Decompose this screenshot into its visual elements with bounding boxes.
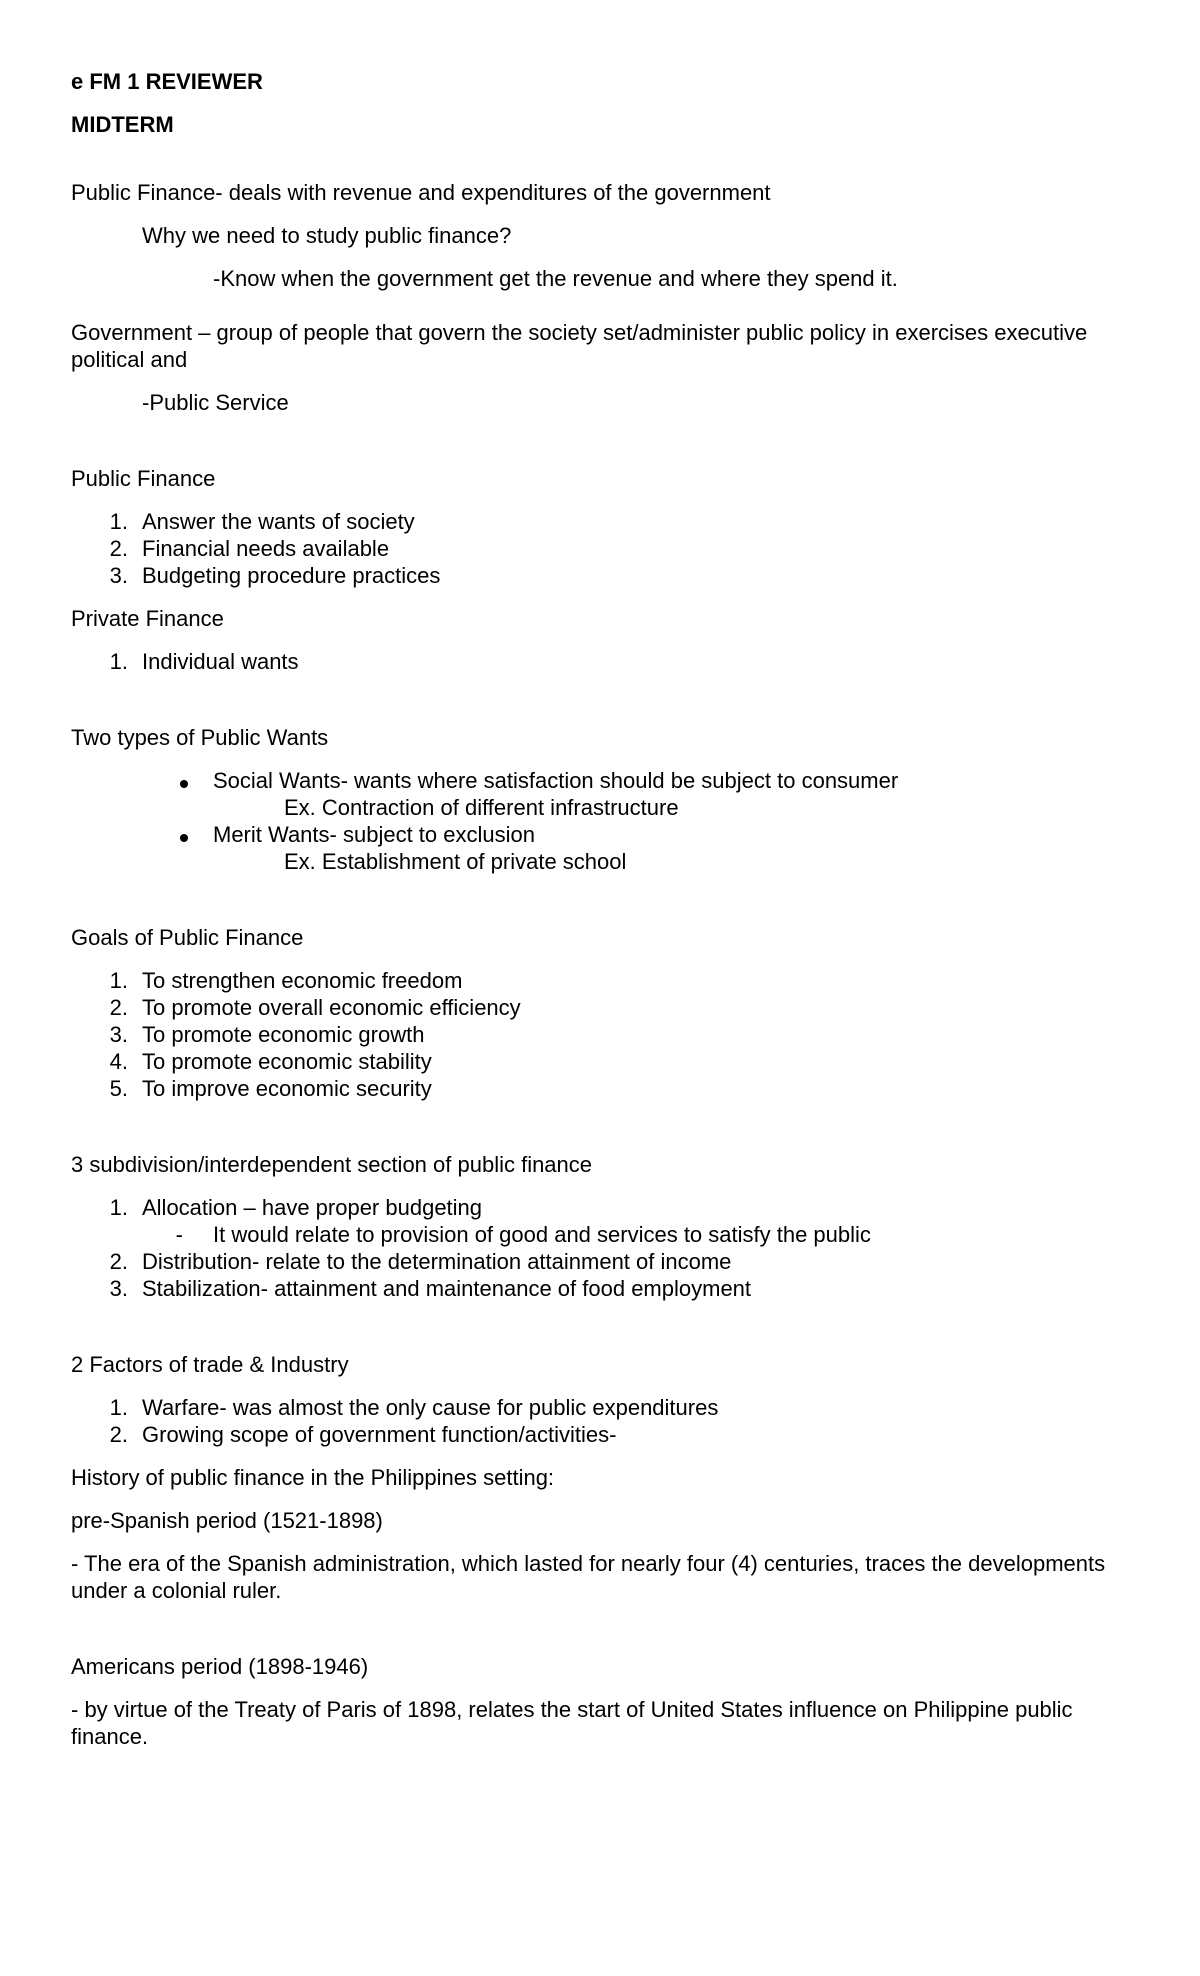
public-finance-list	[71, 508, 1111, 589]
bullet-example: Ex. Contraction of different infrastructure	[284, 795, 679, 820]
document-page	[71, 68, 1111, 1750]
list-item: 5. To improve economic security	[109, 1076, 432, 1101]
spanish-period-description: - The era of the Spanish administration, which lasted for nearly four (4) centuries, traces the developments under a colonial ruler.	[71, 1551, 1106, 1603]
list-item: 3. To promote economic growth	[109, 1022, 425, 1047]
list-item: 1. Answer the wants of society	[109, 509, 415, 534]
private-finance-heading: Private Finance	[71, 606, 224, 631]
goals-heading: Goals of Public Finance	[71, 925, 304, 950]
document-title: e FM 1 REVIEWER	[71, 69, 263, 94]
bullet-item: Social Wants- wants where satisfaction should be subject to consumer	[213, 768, 899, 793]
list-item: 4. To promote economic stability	[109, 1049, 432, 1074]
factors-heading: 2 Factors of trade & Industry	[71, 1352, 349, 1377]
list-item: 2. Growing scope of government function/activities-	[109, 1422, 617, 1447]
sub-item: - It would relate to provision of good and services to satisfy the public	[175, 1222, 871, 1247]
american-period-description: - by virtue of the Treaty of Paris of 1898, relates the start of United States influence on Philippine public finance.	[71, 1697, 1073, 1749]
why-study-answer: -Know when the government get the revenue and where they spend it.	[213, 266, 898, 291]
list-item: 2. Distribution- relate to the determination attainment of income	[109, 1249, 732, 1274]
why-study-question: Why we need to study public finance?	[142, 223, 512, 248]
public-service-note: -Public Service	[142, 390, 289, 415]
public-finance-definition: Public Finance- deals with revenue and expenditures of the government	[71, 180, 771, 205]
list-item: 3. Stabilization- attainment and maintenance of food employment	[109, 1276, 752, 1301]
government-definition: Government – group of people that govern the society set/administer public policy in exercises executive political and	[71, 320, 1088, 372]
list-item: 2. To promote overall economic efficiency	[109, 995, 521, 1020]
bullet-item: Merit Wants- subject to exclusion	[213, 822, 535, 847]
goals-list	[71, 967, 1111, 1102]
bullet-example: Ex. Establishment of private school	[284, 849, 627, 874]
public-wants-list	[71, 767, 1111, 875]
subdivision-list	[71, 1194, 1111, 1302]
document-subtitle: MIDTERM	[71, 112, 174, 137]
public-wants-heading: Two types of Public Wants	[71, 725, 329, 750]
factors-list	[71, 1394, 1111, 1448]
list-item: 3. Budgeting procedure practices	[109, 563, 441, 588]
american-period-heading: Americans period (1898-1946)	[71, 1654, 369, 1679]
list-item: 2. Financial needs available	[109, 536, 390, 561]
spanish-period-heading: pre-Spanish period (1521-1898)	[71, 1508, 383, 1533]
subdivision-heading: 3 subdivision/interdependent section of public finance	[71, 1152, 593, 1177]
history-heading: History of public finance in the Philippines setting:	[71, 1465, 555, 1490]
list-item: 1. To strengthen economic freedom	[109, 968, 463, 993]
list-item: 1. Warfare- was almost the only cause for public expenditures	[109, 1395, 719, 1420]
public-finance-heading: Public Finance	[71, 466, 216, 491]
list-item: 1. Individual wants	[109, 649, 299, 674]
private-finance-list	[71, 648, 1111, 675]
list-item: 1. Allocation – have proper budgeting	[109, 1195, 483, 1220]
